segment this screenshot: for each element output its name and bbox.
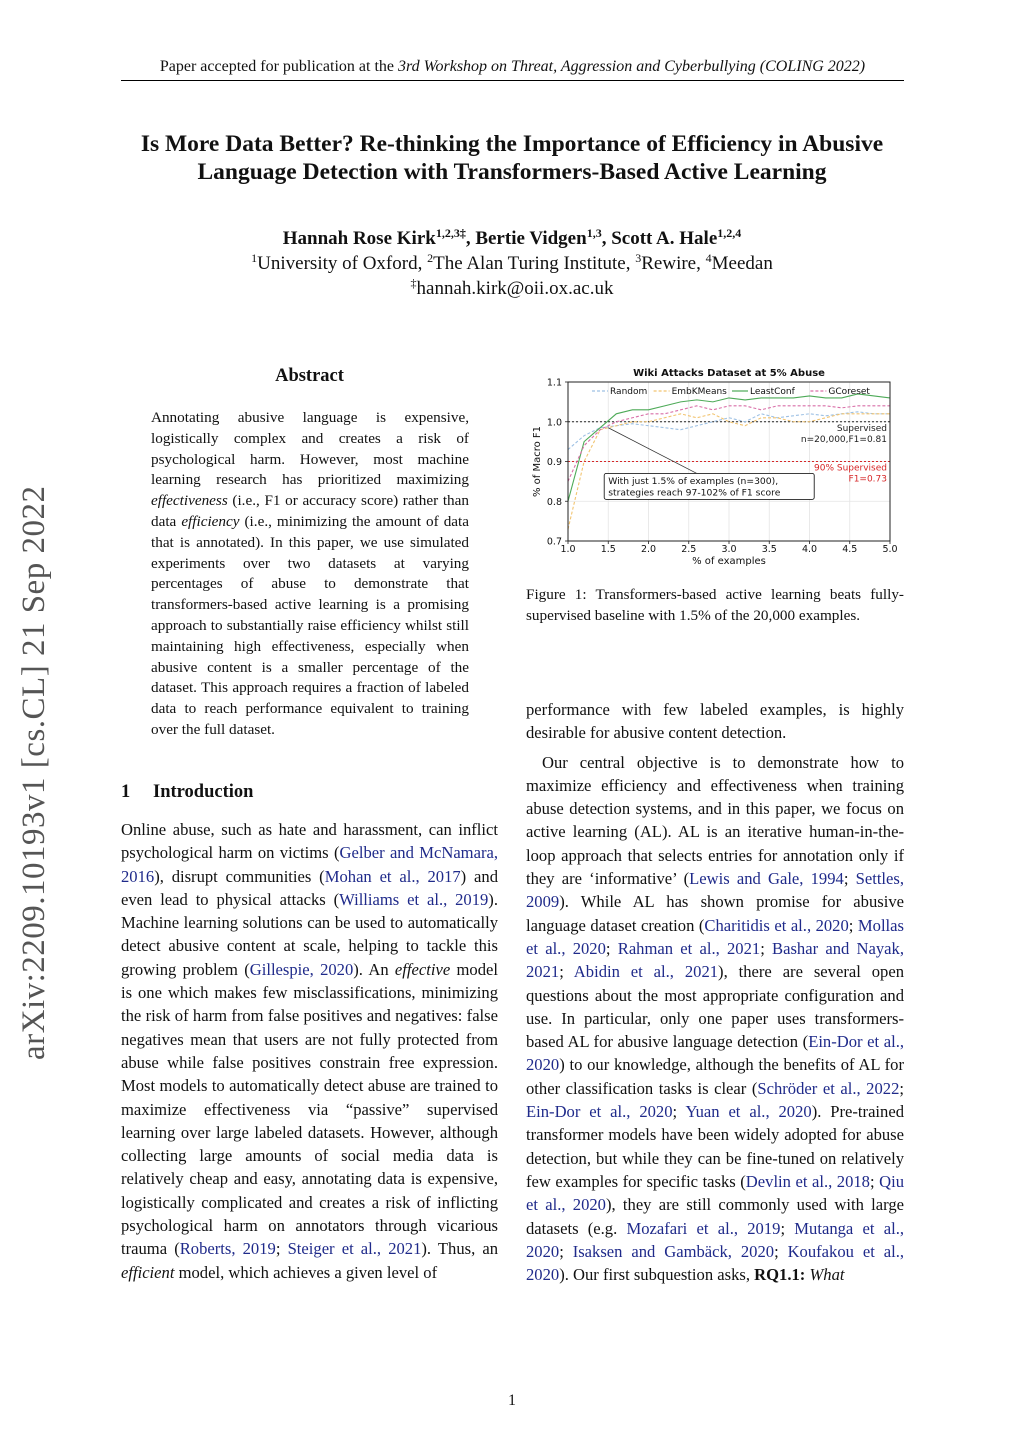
header-prefix: Paper accepted for publication at the [159,58,398,75]
y-axis-label: % of Macro F1 [532,425,543,498]
x-tick-label: 3.0 [721,544,737,555]
citation-link[interactable]: Settles, 2009 [526,869,905,912]
body-text: ; [774,1241,788,1261]
y-tick-label: 1.1 [546,377,562,389]
section-heading [121,782,253,803]
header-venue: 3rd Workshop on Threat, Aggression and Cyberbullying (COLING 2022) [398,58,866,75]
abstract-text-2: (i.e., F1 or accuracy score) rather than data [151,492,469,530]
citation-link[interactable]: Mozafari et al., 2019 [626,1218,781,1238]
citation-link[interactable]: Qiu et al., 2020 [526,1171,904,1215]
annotation-text: strategies reach 97-102% of F1 score [608,487,781,499]
section-number: 1 [121,782,131,802]
body-text: ; [559,1241,573,1261]
aff-4: Meedan [711,253,773,274]
figure-1-chart [522,360,904,570]
figure-caption: Figure 1: Transformers-based active learning beats fully-supervised baseline with 1.5% of the 20,000 examples. [526,586,904,624]
aff-1-sup: 1 [251,251,258,265]
body-text: ; [843,869,856,889]
reference-label: Supervised [836,423,887,434]
citation-link[interactable]: Devlin et al., 2018 [745,1171,870,1191]
intro-text: ). An [353,959,395,979]
aff-3-sup: 3 [635,251,642,265]
citation-link[interactable]: Bashar and Nayak, 2021 [526,938,904,982]
aff-2-sup: 2 [427,251,434,265]
citation-link[interactable]: Steiger et al., 2021 [287,1239,422,1259]
x-tick-label: 4.0 [801,544,818,555]
body-text: ; [848,915,858,935]
citation-link[interactable]: Mutanga et al., 2020 [526,1218,904,1261]
y-tick-label: 1.0 [546,417,562,429]
author-3-sup: 1,2,4 [717,226,742,240]
aff-3: Rewire, [641,253,706,274]
body-text: ; [760,938,773,958]
abstract-heading: Abstract [275,366,344,386]
email-sup: ‡ [410,276,417,290]
x-tick-label: 2.5 [681,544,697,555]
arxiv-identifier: arXiv:2209.10193v1 [cs.CL] 21 Sep 2022 [16,485,52,1060]
x-tick-label: 3.5 [761,544,777,555]
affiliations [100,251,924,276]
intro-text: ). Machine learning solutions can be used to automatically detect abusive content at scale, helping to tackle this growing problem ( [121,889,498,979]
abstract-em-2: efficiency [181,512,240,530]
citation-link[interactable]: Koufakou et al., 2020 [526,1241,904,1285]
reference-label: n=20,000,F1=0.81 [800,434,887,445]
aff-4-sup: 4 [705,251,712,265]
objective-paragraph [526,751,904,1287]
citation-link[interactable]: Williams et al., 2019 [339,889,489,909]
right-column-text [526,698,904,1286]
abstract-body [151,408,469,741]
y-tick-label: 0.7 [546,536,562,548]
paper-title [100,130,924,186]
author-3: , Scott A. Hale [601,228,718,249]
aff-2: The Alan Turing Institute, [433,253,636,274]
citation-link[interactable]: Mollas et al., 2020 [526,915,904,958]
intro-text: ; [275,1239,288,1259]
citation-link[interactable]: Ein-Dor et al., 2020 [526,1102,673,1122]
body-text: ; [869,1171,880,1191]
x-tick-label: 2.0 [640,544,657,555]
body-text: ) to our knowledge, although the benefits of AL for other classification tasks is clear ( [526,1055,904,1098]
author-block [100,226,924,301]
chart-title: Wiki Attacks Dataset at 5% Abuse [633,368,825,379]
abstract-text-1: Annotating abusive language is expensive, logistically complex and creates a risk of psychological harm. However, most machine learning research has prioritized maximizing [151,409,469,489]
citation-link[interactable]: Abidin et al., 2021 [573,962,719,982]
annotation-arrow [608,428,697,474]
intro-text: model is one which makes few misclassifications, minimizing the risk of harm from false positives and negatives: false negatives mean that users are not fully protected from abuse while false positives constrain free expression. Most models to automatically detect abuse are trained to maximize effectiveness via “passive” supervised learning over large labeled datasets. However, although collecting large amounts of social media data is relatively cheap and easy, annotating data is expensive, logistically complicated and creates a risk of inflicting psychological harm on annotators through vicarious trauma ( [121,959,498,1259]
research-question-text: What [809,1265,845,1285]
author-1: Hannah Rose Kirk [282,228,436,249]
running-header [121,58,904,76]
intro-text: Online abuse, such as hate and harassment, can inflict psychological harm on victims ( [121,820,498,863]
citation-link[interactable]: Roberts, 2019 [179,1239,276,1259]
page-number: 1 [508,1392,516,1409]
intro-text: model, which achieves a given level of [174,1262,438,1282]
abstract-text-3: (i.e., minimizing the amount of data that is annotated). In this paper, we use simulated experiments over two datasets at varying percentages of abuse to demonstrate that transformers-based active learning is a promising approach to substantially raise efficiency whilst still maintaining high effectiveness, especially when abusive content is a smaller percentage of the dataset. This approach requires a fraction of labeled data to reach performance equivalent to training over the full dataset. [151,512,470,738]
author-2-sup: 1,3 [586,226,602,240]
annotation-text: With just 1.5% of examples (n=300), [608,475,779,487]
body-text: ). Pre-trained transformer models have been widely adopted for abuse detection, but while they can be fine-tuned on relatively few examples for specific tasks ( [526,1102,904,1191]
abstract-em-1: effectiveness [151,492,228,510]
citation-link[interactable]: Lewis and Gale, 1994 [689,869,844,889]
email-address: hannah.kirk@oii.ox.ac.uk [416,278,614,299]
citation-link[interactable]: Schröder et al., 2022 [757,1078,900,1098]
citation-link[interactable]: Charitidis et al., 2020 [704,915,849,935]
y-tick-label: 0.8 [546,496,562,508]
legend-label-random: Random [610,387,648,398]
citation-link[interactable]: Isaksen and Gambäck, 2020 [572,1241,775,1261]
intro-paragraph [121,818,498,1284]
citation-link[interactable]: Ein-Dor et al., 2020 [526,1032,904,1075]
x-tick-label: 1.5 [600,544,616,555]
intro-emphasis: effective [394,959,451,979]
body-text: ). While AL has shown promise for abusive language dataset creation ( [526,892,904,935]
body-text: ; [672,1102,686,1122]
y-tick-label: 0.9 [546,457,562,468]
citation-link[interactable]: Mohan et al., 2017 [324,866,461,886]
paragraph-continuation: performance with few labeled examples, is highly desirable for abusive content detection. [526,700,904,743]
x-tick-label: 1.0 [560,544,576,555]
x-tick-label: 4.5 [842,544,858,555]
body-text: Our central objective is to demonstrate how to maximize efficiency and effectiveness when training abuse detection systems, and in this paper, we focus on active learning (AL). AL is an iterative human-in-the-loop approach that selects entries for annotation only if they are ‘informative’ ( [526,752,904,889]
body-text: ). Our first subquestion asks, [559,1265,755,1285]
section-title: Introduction [153,782,254,802]
body-text: ; [605,938,618,958]
body-text: ; [780,1218,795,1238]
title-line-2: Language Detection with Transformers-Based Active Learning [197,159,827,185]
intro-emphasis: efficient [121,1262,175,1282]
legend-label-embkmeans: EmbKMeans [671,387,727,398]
contact-email [100,276,924,301]
author-2: , Bertie Vidgen [465,228,587,249]
intro-text: ). Thus, an [421,1239,499,1259]
reference-label: F1=0.73 [848,474,887,485]
author-1-sup: 1,2,3‡ [435,226,466,240]
citation-link[interactable]: Gelber and McNamara, 2016 [121,843,498,886]
header-rule [121,80,904,81]
citation-link[interactable]: Yuan et al., 2020 [685,1102,812,1122]
legend-label-gcoreset: GCoreset [828,387,870,398]
body-text: ), there are several open questions about the most appropriate configuration and use. In particular, only one paper uses transformers-based AL for abusive language detection ( [526,962,904,1052]
body-text: ; [899,1078,904,1098]
x-tick-label: 5.0 [882,544,898,555]
x-axis-label: % of examples [692,556,766,567]
body-text: ), they are still commonly used with large datasets (e.g. [526,1195,904,1238]
citation-link[interactable]: Rahman et al., 2021 [617,938,761,958]
legend-label-leastconf: LeastConf [750,387,795,398]
author-names [100,226,924,251]
intro-text: ), disrupt communities ( [154,866,325,886]
reference-label: 90% Supervised [814,463,887,474]
body-text: ; [559,962,574,982]
intro-text: ) and even lead to physical attacks ( [121,866,498,909]
citation-link[interactable]: Gillespie, 2020 [249,959,354,979]
research-question-label: RQ1.1: [754,1265,806,1285]
aff-1: University of Oxford, [257,253,428,274]
title-line-1: Is More Data Better? Re-thinking the Importance of Efficiency in Abusive [140,131,884,157]
